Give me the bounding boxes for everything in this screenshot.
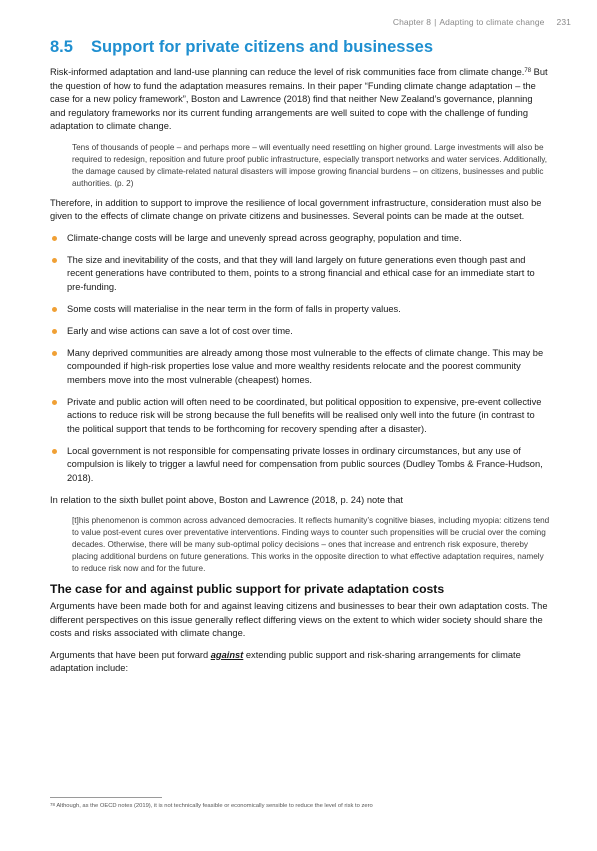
bullet-text: Some costs will materialise in the near term in the form of falls in property values. (67, 303, 401, 314)
bullet-text: The size and inevitability of the costs, and that they will land largely on future generations even though past and recent generations have contributed to them, points to a strong financial and ethical case for an immediate start to pre-funding. (67, 254, 535, 292)
bullet-item (50, 396, 550, 437)
bullet-dot-icon (52, 307, 57, 312)
footnote-number: 78 (50, 802, 56, 807)
footnote-text: Although, as the OECD notes (2019), it is not technically feasible or economically sensible to reduce the level of risk to zero (56, 803, 373, 809)
running-header (393, 17, 571, 27)
paragraph-4: Arguments have been made both for and against leaving citizens and businesses to bear their own adaptation costs. The different perspectives on this issue generally reflect differing views on the extent to which wider society should share the costs and risks associated with climate change. (50, 601, 548, 638)
block-quote-2: [t]his phenomenon is common across advanced democracies. It reflects humanity’s cognitive biases, including myopia: citizens tend to value post-event cures over preventative interventions. Finding ways to counter such propensities will be crucial over the coming decades. Otherwise, there will be many sub-optimal policy decisions – ones that increase and entrench risk exposure, thereby placing additional burdens on future generations. This works in the opposite direction to what effective adaptation requires, namely to reduce risk now and for the future. (72, 516, 550, 573)
bullet-text: Many deprived communities are already among those most vulnerable to the effects of climate change. This may be compounded if high-risk properties lose value and more wealthy residents relocate and the poorest community members move into the most vulnerable (cheapest) homes. (67, 347, 544, 385)
emphasis-against: against (210, 649, 244, 660)
para5-after: extending public support and risk-sharing arrangements for climate adaptation include: (50, 649, 521, 673)
paragraph-5 (50, 649, 550, 676)
header-separator: | (434, 17, 437, 27)
footnote (50, 803, 373, 809)
section-heading (50, 38, 550, 57)
bullet-dot-icon (52, 258, 57, 263)
intro-text-b: But the question of how to fund the adaptation measures remains. In their paper “Funding climate change adaptation – the case for a new policy framework”, Boston and Lawrence (2018) find that neither New Zealand’s governance, planning and regulatory frameworks nor its current funding arrangements are well suited to cope with the challenge of funding adaptation to climate change. (50, 67, 548, 131)
para5-before: Arguments that have been put forward (50, 649, 211, 660)
bullet-text: Early and wise actions can save a lot of cost over time. (67, 325, 293, 336)
bullet-dot-icon (52, 351, 57, 356)
bullet-item (50, 347, 550, 388)
bullet-item (50, 325, 550, 339)
paragraph-3: In relation to the sixth bullet point above, Boston and Lawrence (2018, p. 24) note that (50, 494, 404, 505)
bullet-list (50, 232, 550, 486)
bullet-dot-icon (52, 400, 57, 405)
footnote-divider (50, 797, 162, 798)
intro-text-a: Risk-informed adaptation and land-use planning can reduce the level of risk communities face from climate change. (50, 67, 525, 77)
bullet-text: Local government is not responsible for compensating private losses in ordinary circumstances, but any use of compulsion is likely to trigger a lawful need for compensation from public sources (Dudley Tombs & France-Hudson, 2018). (67, 445, 543, 483)
intro-paragraph (50, 66, 550, 134)
bullet-dot-icon (52, 236, 57, 241)
main-content (50, 38, 550, 684)
bullet-item (50, 232, 550, 246)
section-number: 8.5 (50, 38, 73, 56)
bullet-item (50, 445, 550, 486)
bullet-item (50, 303, 550, 317)
chapter-label: Chapter 8 (392, 17, 432, 27)
block-quote-1: Tens of thousands of people – and perhaps more – will eventually need resettling on higher ground. Large investments will also be required to redesign, reposition and future proof public infrastructure, especially transport networks and water services. Additionally, the damage caused by climate-related natural disasters will impose growing financial burdens – on citizens, businesses and public authorities. (p. 2) (72, 142, 547, 188)
chapter-title: Adapting to climate change (439, 17, 545, 27)
bullet-dot-icon (52, 449, 57, 454)
paragraph-2: Therefore, in addition to support to improve the resilience of local government infrastructure, consideration must also be given to the effects of climate change on private citizens and businesses. Several points can be made at the outset. (50, 197, 542, 221)
bullet-text: Climate-change costs will be large and unevenly spread across geography, population and time. (67, 232, 462, 243)
subheading: The case for and against public support for private adaptation costs (50, 582, 445, 596)
section-title: Support for private citizens and businesses (91, 38, 433, 56)
bullet-dot-icon (52, 329, 57, 334)
bullet-text: Private and public action will often need to be coordinated, but political opposition to expensive, pre-event collective actions to reduce risk will be strong because the full benefits will be realised only well into the future (in contrast to the political support that tends to be forthcoming for recovery spending after a disaster). (67, 396, 542, 434)
page-number: 231 (556, 17, 571, 27)
footnote-reference[interactable]: 78 (524, 68, 532, 74)
bullet-item (50, 254, 550, 295)
